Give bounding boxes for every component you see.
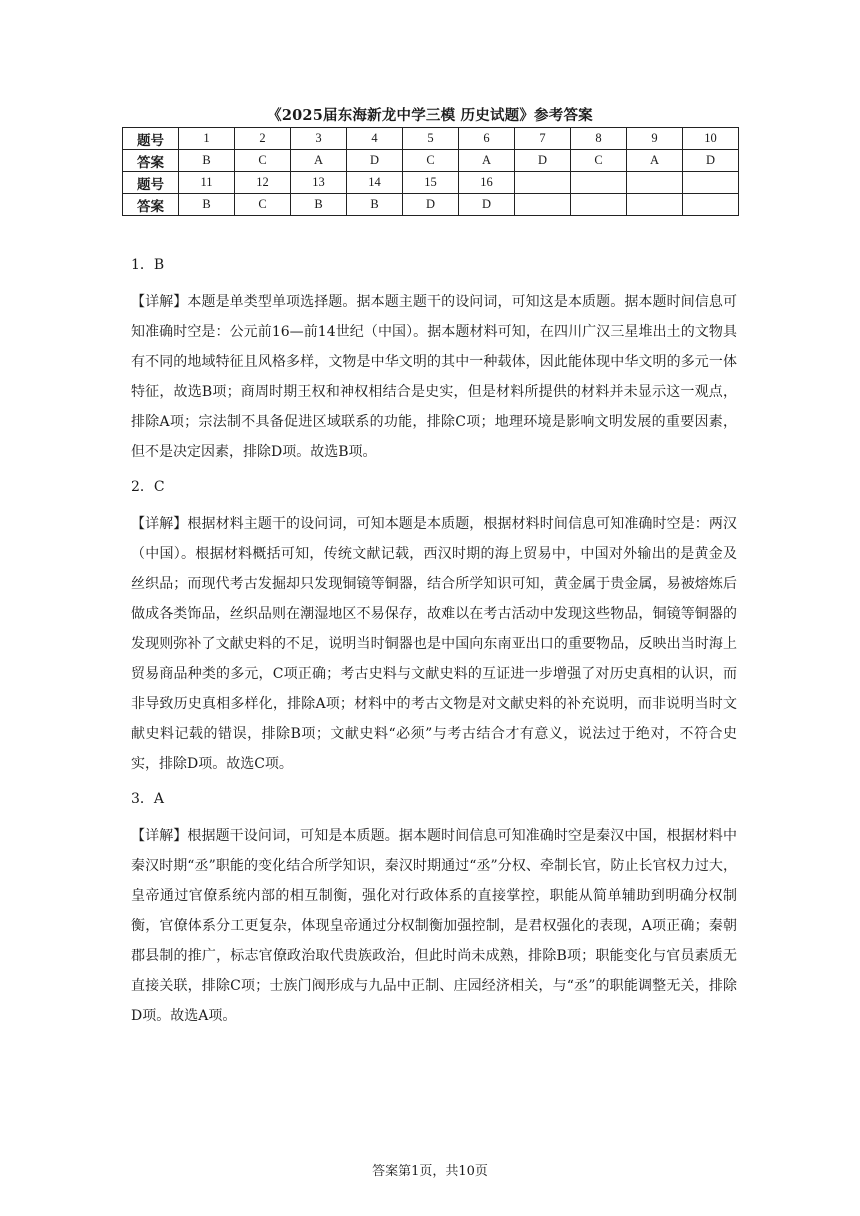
- answer-table-cell: 14: [347, 172, 403, 194]
- question-1-number: 1．B: [131, 257, 165, 273]
- question-2-explanation: 【详解】根据材料主题干的设问词，可知本题是本质题，根据材料时间信息可知准确时空是：两汉（中国）。根据材料概括可知，传统文献记载，西汉时期的海上贸易中，中国对外输出的是黄金及丝织品；而现代考古发掘却只发现铜镜等铜器，结合所学知识可知，黄金属于贵金属，易被熔炼后做成各类饰品，丝织品则在潮湿地区不易保存，故难以在考古活动中发现这些物品，铜镜等铜器的发现则弥补了文献史料的不足，说明当时铜器也是中国向东南亚出口的重要物品，反映出当时海上贸易商品种类的多元，C项正确；考古史料与文献史料的互证进一步增强了对历史真相的认识，而非导致历史真相多样化，排除A项；材料中的考古文物是对文献史料的补充说明，而非说明当时文献史料记载的错误，排除B项；文献史料“必须”与考古结合才有意义，说法过于绝对，不符合史实，排除D项。故选C项。: [131, 516, 737, 772]
- answer-table-cell: A: [459, 150, 515, 172]
- answer-table-body: [123, 128, 739, 216]
- answer-table-cell: A: [291, 150, 347, 172]
- row-header-cell: 答案: [123, 194, 179, 216]
- answer-table-row: [123, 172, 739, 194]
- answer-table-row: [123, 150, 739, 172]
- answer-table-cell: 15: [403, 172, 459, 194]
- answer-table-cell: B: [179, 150, 235, 172]
- answer-table-cell: 10: [683, 128, 739, 150]
- answer-table-cell: [683, 194, 739, 216]
- question-3-explanation: 【详解】根据题干设问词，可知是本质题。据本题时间信息可知准确时空是秦汉中国，根据材料中秦汉时期“丞”职能的变化结合所学知识，秦汉时期通过“丞”分权、牵制长官，防止长官权力过大，皇帝通过官僚系统内部的相互制衡，强化对行政体系的直接掌控，职能从简单辅助到明确分权制衡，官僚体系分工更复杂，体现皇帝通过分权制衡加强控制，是君权强化的表现，A项正确；秦朝郡县制的推广，标志官僚政治取代贵族政治，但此时尚未成熟，排除B项；职能变化与官员素质无直接关联，排除C项；士族门阀形成与九品中正制、庄园经济相关，与“丞”的职能调整无关，排除D项。故选A项。: [131, 828, 737, 1024]
- document-title: 《2025届东海新龙中学三模 历史试题》参考答案: [267, 107, 593, 124]
- answer-table-cell: 8: [571, 128, 627, 150]
- answer-table-cell: 7: [515, 128, 571, 150]
- answer-table-cell: [627, 172, 683, 194]
- answer-table-cell: D: [403, 194, 459, 216]
- answer-table-cell: C: [571, 150, 627, 172]
- row-header-cell: 答案: [123, 150, 179, 172]
- answer-table-cell: [515, 172, 571, 194]
- answer-table-cell: 4: [347, 128, 403, 150]
- answer-table-cell: D: [683, 150, 739, 172]
- answer-table-cell: C: [235, 150, 291, 172]
- answer-table-cell: A: [627, 150, 683, 172]
- answer-table-cell: [571, 172, 627, 194]
- answer-table: [122, 127, 739, 216]
- answer-table-cell: 2: [235, 128, 291, 150]
- answer-table-cell: 12: [235, 172, 291, 194]
- answer-table-cell: B: [347, 194, 403, 216]
- answer-table-cell: 6: [459, 128, 515, 150]
- answer-table-cell: D: [459, 194, 515, 216]
- row-header-cell: 题号: [123, 172, 179, 194]
- question-3-number: 3．A: [131, 791, 165, 807]
- answer-table-cell: D: [347, 150, 403, 172]
- explanations: [131, 247, 737, 1039]
- answer-table-cell: C: [235, 194, 291, 216]
- answer-table-cell: [571, 194, 627, 216]
- answer-table-cell: 3: [291, 128, 347, 150]
- answer-table-cell: 11: [179, 172, 235, 194]
- answer-table-cell: B: [179, 194, 235, 216]
- question-1-explanation: 【详解】本题是单类型单项选择题。据本题主题干的设问词，可知这是本质题。据本题时间信息可知准确时空是：公元前16—前14世纪（中国）。据本题材料可知，在四川广汉三星堆出土的文物具有不同的地域特征且风格多样，文物是中华文明的其中一种载体，因此能体现中华文明的多元一体特征，故选B项；商周时期王权和神权相结合是史实，但是材料所提供的材料并未显示这一观点，排除A项；宗法制不具备促进区域联系的功能，排除C项；地理环境是影响文明发展的重要因素，但不是决定因素，排除D项。故选B项。: [131, 294, 737, 460]
- answer-table-cell: 1: [179, 128, 235, 150]
- answer-table-cell: 16: [459, 172, 515, 194]
- page-footer: 答案第1页，共10页: [372, 1164, 488, 1179]
- answer-table-cell: [515, 194, 571, 216]
- answer-table-cell: B: [291, 194, 347, 216]
- answer-table-cell: [683, 172, 739, 194]
- answer-table-cell: D: [515, 150, 571, 172]
- row-header-cell: 题号: [123, 128, 179, 150]
- answer-table-cell: 13: [291, 172, 347, 194]
- question-2-number: 2．C: [131, 479, 165, 495]
- answer-table-row: [123, 194, 739, 216]
- answer-table-cell: 9: [627, 128, 683, 150]
- answer-table-cell: C: [403, 150, 459, 172]
- answer-table-cell: [627, 194, 683, 216]
- answer-table-cell: 5: [403, 128, 459, 150]
- answer-table-row: [123, 128, 739, 150]
